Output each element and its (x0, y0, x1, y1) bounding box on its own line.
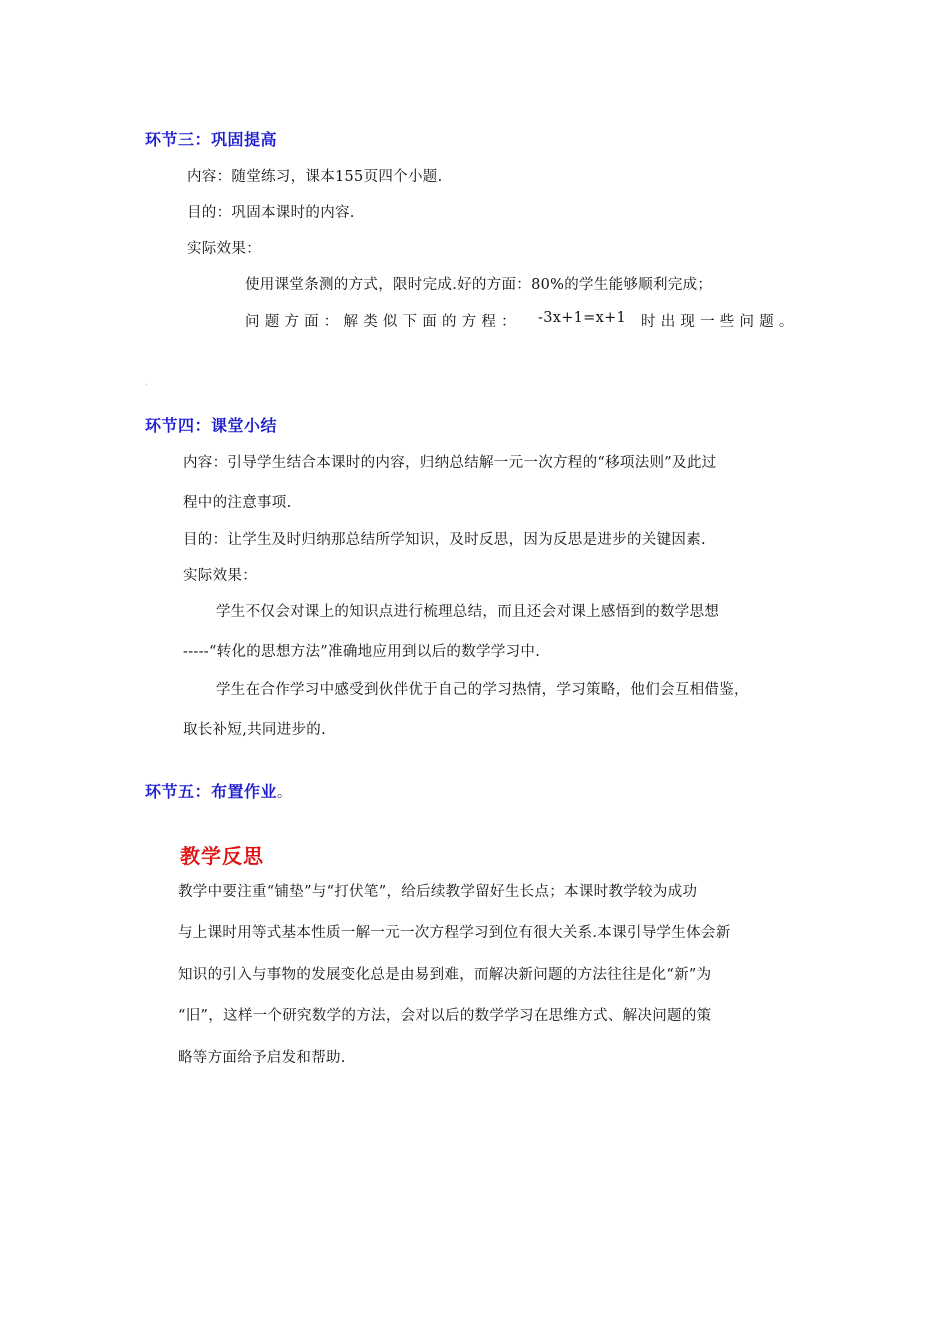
stray-dot: . (145, 378, 148, 388)
section4-para1-line2: -----“转化的思想方法”准确地应用到以后的数学学习中. (183, 644, 541, 660)
section4-content-line1: 内容：引导学生结合本课时的内容，归纳总结解一元一次方程的“移项法则”及此过 (183, 455, 717, 471)
section4-effect-label: 实际效果： (183, 568, 257, 584)
section4-content-line2: 程中的注意事项. (183, 495, 292, 511)
section4-para1-line1: 学生不仅会对课上的知识点进行梳理总结，而且还会对课上感悟到的数学思想 (216, 604, 720, 620)
section5-heading (145, 779, 292, 802)
section3-effect-line2-b: 时出现一些问题。 (641, 314, 799, 330)
section3-effect-line2-a: 问题方面：解类似下面的方程： (245, 314, 521, 330)
section4-para2-line2: 取长补短,共同进步的. (183, 722, 327, 738)
reflection-line1: 教学中要注重“铺垫”与“打伏笔”，给后续教学留好生长点；本课时教学较为成功 (178, 884, 698, 900)
section5-heading-text: 环节五：布置作业 (145, 782, 278, 801)
reflection-line2: 与上课时用等式基本性质一解一元一次方程学习到位有很大关系.本课引导学生体会新 (178, 925, 731, 941)
section3-effect-line1: 使用课堂条测的方式，限时完成.好的方面：80%的学生能够顺利完成； (245, 277, 713, 293)
reflection-line5: 略等方面给予启发和帮助. (178, 1050, 346, 1066)
section3-heading: 环节三：巩固提高 (145, 130, 278, 149)
section3-goal: 目的：巩固本课时的内容. (187, 205, 355, 221)
reflection-title: 教学反思 (180, 844, 264, 868)
section4-goal: 目的：让学生及时归纳那总结所学知识，及时反思，因为反思是进步的关键因素. (183, 532, 706, 548)
section3-effect-equation: -3x+1=x+1 (538, 310, 627, 326)
reflection-line4: “旧”，这样一个研究数学的方法，会对以后的数学学习在思维方式、解决问题的策 (178, 1008, 712, 1024)
section4-heading: 环节四：课堂小结 (145, 416, 278, 435)
section3-effect-label: 实际效果： (187, 241, 261, 257)
reflection-line3: 知识的引入与事物的发展变化总是由易到难，而解决新问题的方法往往是化“新”为 (178, 967, 712, 983)
section4-para2-line1: 学生在合作学习中感受到伙伴优于自己的学习热情，学习策略，他们会互相借鉴， (216, 682, 749, 698)
section5-trailing-mark: 。 (277, 785, 292, 801)
section3-content: 内容：随堂练习，课本155页四个小题. (187, 169, 443, 185)
